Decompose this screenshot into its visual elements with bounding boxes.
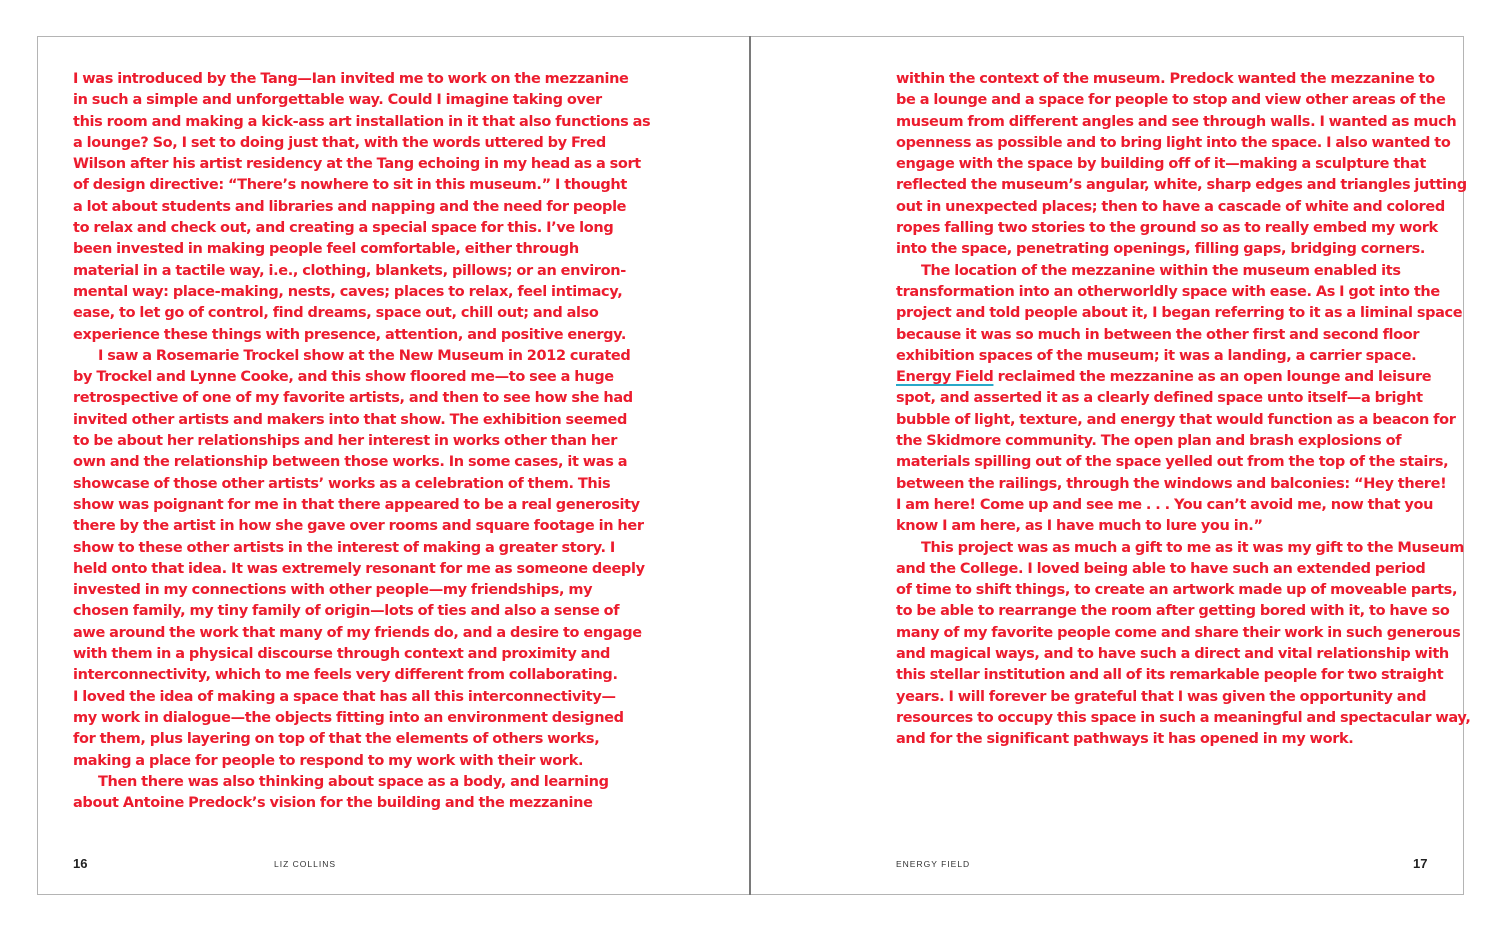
text-line: material in a tactile way, i.e., clothing, blankets, pillows; or an environ- — [73, 262, 626, 279]
text-line: project and told people about it, I began referring to it as a liminal space — [896, 305, 1463, 322]
text-line: into the space, penetrating openings, filling gaps, bridging corners. — [896, 241, 1426, 258]
text-line: mental way: place-making, nests, caves; places to relax, feel intimacy, — [73, 283, 623, 300]
text-line: experience these things with presence, attention, and positive energy. — [73, 326, 627, 343]
text-line: between the railings, through the windows and balconies: “Hey there! — [896, 475, 1447, 492]
text-line — [896, 367, 1432, 388]
text-line: within the context of the museum. Predock wanted the mezzanine to — [896, 71, 1435, 87]
text-line: there by the artist in how she gave over rooms and square footage in her — [73, 518, 644, 535]
text-line: be a lounge and a space for people to stop and view other areas of the — [896, 92, 1446, 109]
text-line: this room and making a kick-ass art installation in it that also functions as — [73, 113, 651, 130]
text-line: many of my favorite people come and share their work in such generous — [896, 624, 1461, 641]
text-line: engage with the space by building off of it—making a sculpture that — [896, 156, 1426, 173]
text-line: in such a simple and unforgettable way. Could I imagine taking over — [73, 92, 602, 109]
right-running-head: ENERGY FIELD — [896, 859, 971, 869]
text-line: Wilson after his artist residency at the Tang echoing in my head as a sort — [73, 156, 641, 173]
text-line: to be about her relationships and her interest in works other than her — [73, 433, 618, 450]
left-page-number: 16 — [73, 856, 88, 871]
text-line: spot, and asserted it as a clearly defined space unto itself—a bright — [896, 390, 1423, 407]
text-line: to be able to rearrange the room after getting bored with it, to have so — [896, 603, 1450, 620]
text-line: reflected the museum’s angular, white, sharp edges and triangles jutting — [896, 177, 1467, 194]
text-line: own and the relationship between those works. In some cases, it was a — [73, 454, 628, 471]
text-line: exhibition spaces of the museum; it was a landing, a carrier space. — [896, 347, 1417, 364]
text-line: out in unexpected places; then to have a cascade of white and colored — [896, 198, 1445, 215]
text-line: about Antoine Predock’s vision for the building and the mezzanine — [73, 795, 593, 812]
left-running-head: LIZ COLLINS — [274, 859, 337, 869]
text-line: I saw a Rosemarie Trockel show at the New Museum in 2012 curated — [98, 347, 631, 364]
text-line: of time to shift things, to create an artwork made up of moveable parts, — [896, 582, 1458, 599]
text-line: a lot about students and libraries and napping and the need for people — [73, 198, 627, 215]
text-line: materials spilling out of the space yelled out from the top of the stairs, — [896, 454, 1449, 471]
text-line: held onto that idea. It was extremely resonant for me as someone deeply — [73, 560, 645, 577]
text-line: chosen family, my tiny family of origin—lots of ties and also a sense of — [73, 603, 620, 620]
right-page-number: 17 — [1413, 856, 1428, 871]
text-line: and magical ways, and to have such a direct and vital relationship with — [896, 646, 1449, 663]
text-line: of design directive: “There’s nowhere to sit in this museum.” I thought — [73, 177, 627, 194]
text-line: interconnectivity, which to me feels very different from collaborating. — [73, 667, 618, 684]
text-line: years. I will forever be grateful that I was given the opportunity and — [896, 688, 1427, 705]
text-line: with them in a physical discourse through context and proximity and — [73, 646, 611, 663]
right-page-body-text — [896, 69, 1471, 751]
text-line: ropes falling two stories to the ground so as to really embed my work — [896, 220, 1438, 237]
text-line: my work in dialogue—the objects fitting into an environment designed — [73, 709, 624, 726]
text-line: I loved the idea of making a space that has all this interconnectivity— — [73, 688, 616, 705]
text-line: this stellar institution and all of its remarkable people for two straight — [896, 667, 1444, 684]
text-line: by Trockel and Lynne Cooke, and this show floored me—to see a huge — [73, 369, 614, 386]
left-page-body-text — [73, 69, 651, 814]
text-line: bubble of light, texture, and energy that would function as a beacon for — [896, 411, 1456, 428]
text-line: openness as possible and to bring light into the space. I also wanted to — [896, 134, 1451, 151]
text-line: invited other artists and makers into that show. The exhibition seemed — [73, 411, 628, 428]
text-line: show to these other artists in the interest of making a greater story. I — [73, 539, 615, 556]
text-line: know I am here, as I have much to lure you in.” — [896, 518, 1263, 535]
text-line: invested in my connections with other people—my friendships, my — [73, 582, 593, 599]
text-line: for them, plus layering on top of that the elements of others works, — [73, 731, 600, 748]
text-line: showcase of those other artists’ works as a celebration of them. This — [73, 475, 611, 492]
text-line: show was poignant for me in that there appeared to be a real generosity — [73, 496, 640, 513]
text-line-rest: reclaimed the mezzanine as an open lounge and leisure — [993, 369, 1432, 386]
book-gutter — [749, 36, 751, 895]
text-line: museum from different angles and see through walls. I wanted as much — [896, 113, 1457, 130]
text-line: the Skidmore community. The open plan and brash explosions of — [896, 433, 1402, 450]
text-line: Then there was also thinking about space as a body, and learning — [98, 773, 609, 790]
text-line: been invested in making people feel comfortable, either through — [73, 241, 579, 258]
text-line: because it was so much in between the other first and second floor — [896, 326, 1420, 343]
text-line: making a place for people to respond to my work with their work. — [73, 752, 584, 769]
text-line: This project was as much a gift to me as it was my gift to the Museum — [921, 539, 1464, 556]
text-line: a lounge? So, I set to doing just that, with the words uttered by Fred — [73, 134, 606, 151]
text-line: and the College. I loved being able to have such an extended period — [896, 560, 1426, 577]
text-line: I was introduced by the Tang—Ian invited me to work on the mezzanine — [73, 71, 629, 87]
text-line: ease, to let go of control, find dreams, space out, chill out; and also — [73, 305, 599, 322]
text-line: to relax and check out, and creating a special space for this. I’ve long — [73, 220, 614, 237]
text-line: retrospective of one of my favorite artists, and then to see how she had — [73, 390, 633, 407]
energy-field-link[interactable]: Energy Field — [896, 369, 994, 386]
text-line: and for the significant pathways it has opened in my work. — [896, 731, 1354, 748]
text-line: awe around the work that many of my friends do, and a desire to engage — [73, 624, 642, 641]
text-line: resources to occupy this space in such a meaningful and spectacular way, — [896, 709, 1471, 726]
text-line: I am here! Come up and see me . . . You can’t avoid me, now that you — [896, 496, 1434, 513]
text-line: transformation into an otherworldly space with ease. As I got into the — [896, 283, 1440, 300]
text-line: The location of the mezzanine within the museum enabled its — [921, 262, 1401, 279]
